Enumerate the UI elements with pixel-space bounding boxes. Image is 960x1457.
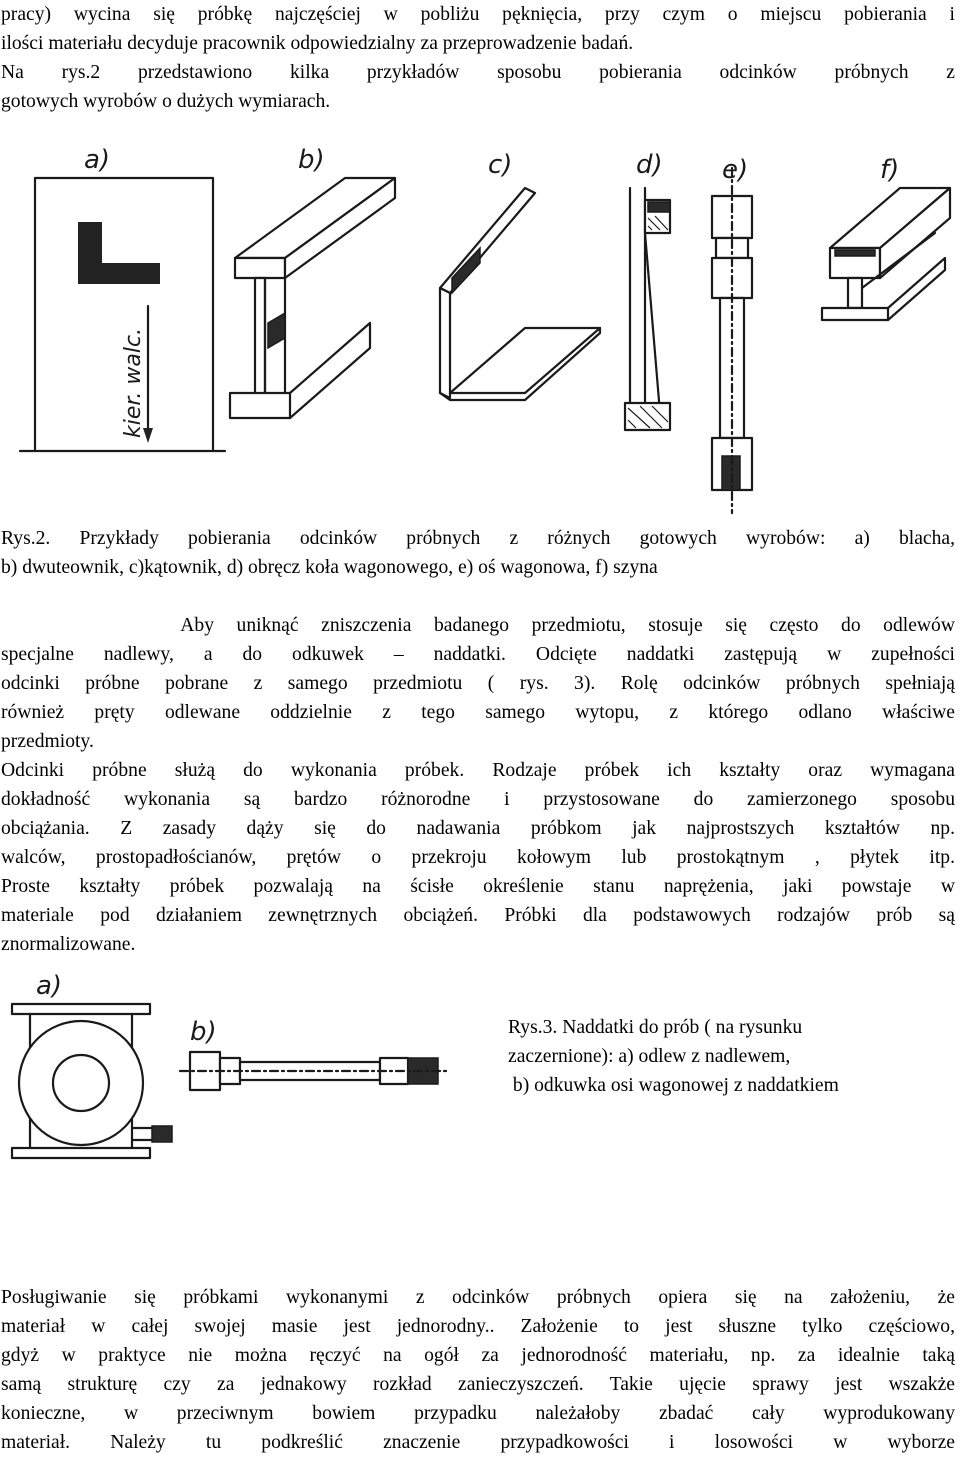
caption-line: b) dwuteownik, c)kątownik, d) obręcz koła wagonowego, e) oś wagonowa, f) szyna — [1, 557, 658, 578]
body-line: Aby uniknąć zniszczenia badanego przedmiotu, stosuje się często do odlewów — [1, 615, 955, 636]
figure-2a-label: a) — [84, 145, 111, 175]
figure-3a-casting — [12, 971, 172, 1158]
intro-line: gotowych wyrobów o dużych wymiarach. — [1, 91, 331, 112]
footer-line: materiał w całej swojej masie jest jednorodny.. Założenie to jest słuszne tylko częściowo, — [1, 1316, 955, 1337]
body-line: również pręty odlewane oddzielnie z tego samego wytopu, z którego odlano właściwe — [1, 702, 955, 723]
figure-2d-wheel-rim — [625, 150, 670, 430]
figure-3-caption — [508, 1013, 839, 1100]
footer-paragraph — [1, 1283, 955, 1457]
body-paragraph — [1, 611, 955, 959]
figure-2e-label: e) — [722, 155, 749, 185]
caption-line: Rys.3. Naddatki do prób ( na rysunku — [508, 1017, 803, 1038]
body-line: przedmioty. — [1, 731, 94, 752]
figure-2a-plate — [20, 145, 225, 451]
figure-2f-label: f) — [880, 155, 900, 185]
body-line: specjalne nadlewy, a do odkuwek – naddatki. Odcięte naddatki zastępują w zupełności — [1, 644, 955, 665]
body-line: materiale pod działaniem zewnętrznych obciążeń. Próbki dla podstawowych rodzajów prób są — [1, 905, 955, 926]
figure-3b-label: b) — [190, 1017, 217, 1047]
footer-line: konieczne, w przeciwnym bowiem przypadku należałoby zbadać cały wyprodukowany — [1, 1403, 955, 1424]
footer-line: Posługiwanie się próbkami wykonanymi z odcinków próbnych opiera się na założeniu, że — [1, 1287, 955, 1308]
figure-2e-axle — [712, 155, 752, 513]
figure-2b-i-beam — [230, 145, 395, 418]
figure-3a-label: a) — [36, 971, 63, 1001]
body-line: Odcinki próbne służą do wykonania próbek. Rodzaje próbek ich kształty oraz wymagana — [1, 760, 955, 781]
figure-2-caption — [1, 524, 955, 582]
body-line: dokładność wykonania są bardzo różnorodne i przystosowane do zamierzonego sposobu — [1, 789, 955, 810]
body-line: znormalizowane. — [1, 934, 136, 955]
figure-2c-label: c) — [488, 150, 513, 180]
intro-line: pracy) wycina się próbkę najczęściej w pobliżu pęknięcia, przy czym o miejscu pobierania i — [1, 4, 955, 25]
body-line: obciążania. Z zasady dąży się do nadawania próbkom jak najprostszych kształtów np. — [1, 818, 955, 839]
footer-line: gdyż w praktyce nie można ręczyć na ogół za jednorodność materiału, np. za idealnie taką — [1, 1345, 955, 1366]
caption-line: b) odkuwka osi wagonowej z naddatkiem — [508, 1075, 839, 1096]
figure-2b-label: b) — [298, 145, 325, 175]
figure-2f-rail — [822, 155, 950, 320]
rolling-direction-label: kier. walc. — [121, 327, 146, 438]
figure-3-illustration — [0, 968, 480, 1178]
figure-2-illustration — [0, 138, 960, 518]
intro-paragraph — [1, 0, 955, 116]
body-line: Proste kształty próbek pozwalają na ścisłe określenie stanu naprężenia, jaki powstaje w — [1, 876, 955, 897]
figure-3b-forging — [180, 1017, 450, 1090]
body-line: odcinki próbne pobrane z samego przedmiotu ( rys. 3). Rolę odcinków próbnych spełniają — [1, 673, 955, 694]
figure-2c-angle — [440, 150, 600, 400]
footer-line: materiał. Należy tu podkreślić znaczenie przypadkowości i losowości w wyborze — [1, 1432, 955, 1453]
caption-line: Rys.2. Przykłady pobierania odcinków próbnych z różnych gotowych wyrobów: a) blacha, — [1, 528, 955, 549]
footer-line: samą strukturę czy za jednakowy rozkład zanieczyszczeń. Takie ujęcie sprawy jest wszakże — [1, 1374, 955, 1395]
caption-line: zaczernione): a) odlew z nadlewem, — [508, 1046, 791, 1067]
intro-line: ilości materiału decyduje pracownik odpowiedzialny za przeprowadzenie badań. — [1, 33, 634, 54]
intro-line: Na rys.2 przedstawiono kilka przykładów sposobu pobierania odcinków próbnych z — [1, 62, 955, 83]
figure-2d-label: d) — [636, 150, 663, 180]
body-line: walców, prostopadłościanów, prętów o przekroju kołowym lub prostokątnym , płytek itp. — [1, 847, 955, 868]
